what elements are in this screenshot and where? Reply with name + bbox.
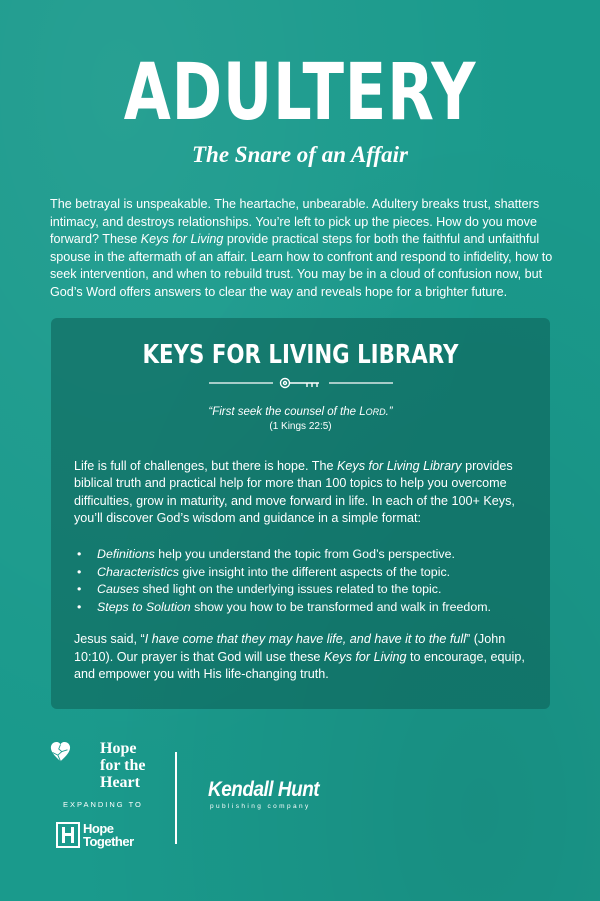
publisher-logo: Kendall Hunt bbox=[208, 778, 320, 801]
expanding-to-label: EXPANDING TO bbox=[63, 800, 143, 809]
keys-library-panel bbox=[51, 318, 550, 709]
format-list bbox=[77, 546, 537, 616]
publisher-tagline: publishing company bbox=[210, 803, 311, 810]
key-divider bbox=[209, 376, 393, 390]
key-icon bbox=[281, 379, 320, 388]
list-item: • Causes shed light on the underlying issues related to the topic. bbox=[77, 581, 537, 599]
book-subtitle: The Snare of an Affair bbox=[192, 142, 408, 167]
scripture-quote: “First seek the counsel of the LORD.” bbox=[208, 406, 393, 418]
intro-paragraph: The betrayal is unspeakable. The heartache, unbearable. Adultery breaks trust, shatters intimacy, and destroys relationships. You’re left to pick up the pieces. How do you move forward? These Keys for Living provide practical steps for both the faithful and unfaithful spouse in the aftermath of an affair. Learn how to confront and respond to infidelity, how to seek intervention, and when to rebuild trust. You may be in a cloud of confusion now, but God’s Word offers answers to clear the way and reveals hope for a brighter future. bbox=[50, 197, 553, 299]
broken-heart-icon bbox=[50, 742, 98, 790]
panel-title: KEYS FOR LIVING LIBRARY bbox=[142, 340, 459, 370]
hope-for-the-heart-logo: Hope for the Heart bbox=[100, 740, 146, 791]
hope-together-logo: Hope Together bbox=[83, 821, 134, 849]
footer-divider bbox=[175, 752, 177, 844]
closing-paragraph: Jesus said, “I have come that they may have life, and have it to the full” (John 10:10). Our prayer is that God will use these Keys for Living to encourage, equip, and empower you with His life-changing truth. bbox=[74, 632, 525, 682]
library-description: Life is full of challenges, but there is hope. The Keys for Living Library provides biblical truth and practical help for more than 100 topics to help you overcome difficulties, grow in maturity, and move forward in life. In each of the 100+ Keys, you’ll discover God’s wisdom and guidance in a simple format: bbox=[74, 459, 515, 526]
h-logo-icon bbox=[56, 822, 80, 848]
list-item: • Definitions help you understand the topic from God’s perspective. bbox=[77, 546, 537, 564]
scripture-reference: (1 Kings 22:5) bbox=[269, 421, 332, 432]
list-item: • Characteristics give insight into the different aspects of the topic. bbox=[77, 564, 537, 582]
list-item: • Steps to Solution show you how to be transformed and walk in freedom. bbox=[77, 599, 537, 617]
book-title: ADULTERY bbox=[123, 48, 477, 138]
